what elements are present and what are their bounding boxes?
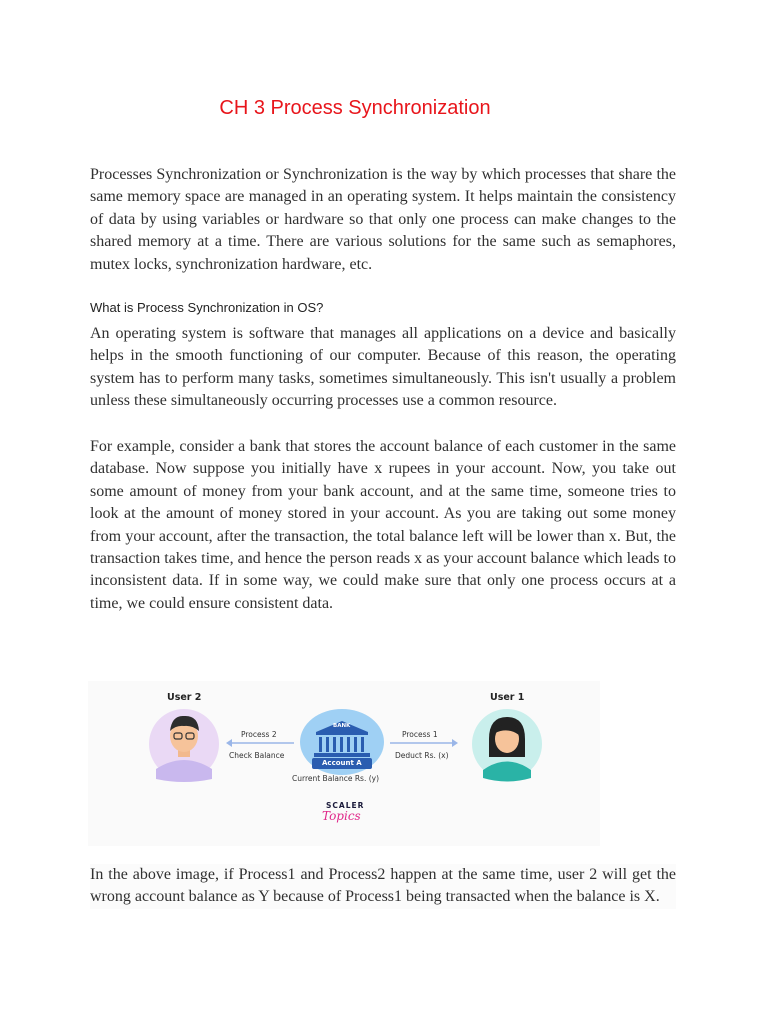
process1-action: Deduct Rs. (x)	[395, 751, 449, 760]
scaler-logo-bottom: Topics	[322, 809, 361, 823]
process1-arrow-icon	[390, 739, 458, 747]
account-label: Account A	[322, 759, 362, 767]
bank-synchronization-figure	[88, 681, 600, 846]
scaler-logo-top: SCALER	[326, 801, 365, 810]
user2-label: User 2	[167, 692, 202, 703]
section-heading: What is Process Synchronization in OS?	[90, 300, 324, 315]
user2-avatar-icon	[149, 709, 219, 782]
process2-action: Check Balance	[229, 751, 285, 760]
user1-avatar-icon	[472, 709, 542, 782]
process2-label: Process 2	[241, 730, 277, 739]
user1-label: User 1	[490, 692, 525, 703]
os-explanation-paragraph: An operating system is software that manages all applications on a device and basically helps in the smooth functioning of our computer. Because of this reason, the operating system has to perform many tasks, sometimes simultaneously. This isn't usually a problem unless these simultaneously occurring processes use a common resource.	[90, 325, 676, 410]
example-paragraph: For example, consider a bank that stores the account balance of each customer in the same database. Now suppose you initially have x rupees in your account. Now, you take out some amount of money from your bank account, and at the same time, someone tries to look at the amount of money stored in your account. As you are taking out some money from your account, after the transaction, the total balance left will be lower than x. But, the transaction takes time, and hence the person reads x as your account balance which leads to inconsistent data. If in some way, we could make sure that only one process occurs at a time, we could ensure consistent data.	[90, 438, 676, 612]
process1-label: Process 1	[402, 730, 438, 739]
conclusion-paragraph: In the above image, if Process1 and Process2 happen at the same time, user 2 will get the wrong account balance as Y because of Process1 being transacted when the balance is X.	[90, 864, 676, 909]
bank-label: BANK	[333, 723, 351, 729]
balance-caption: Current Balance Rs. (y)	[292, 774, 380, 783]
process2-arrow-icon	[226, 739, 294, 747]
document-title: CH 3 Process Synchronization	[219, 97, 491, 119]
intro-paragraph: Processes Synchronization or Synchronization is the way by which processes that share the same memory space are managed in an operating system. It helps maintain the consistency of data by using variables or hardware so that only one process can make changes to the shared memory at a time. There are various solutions for the same such as semaphores, mutex locks, synchronization hardware, etc.	[90, 166, 676, 273]
